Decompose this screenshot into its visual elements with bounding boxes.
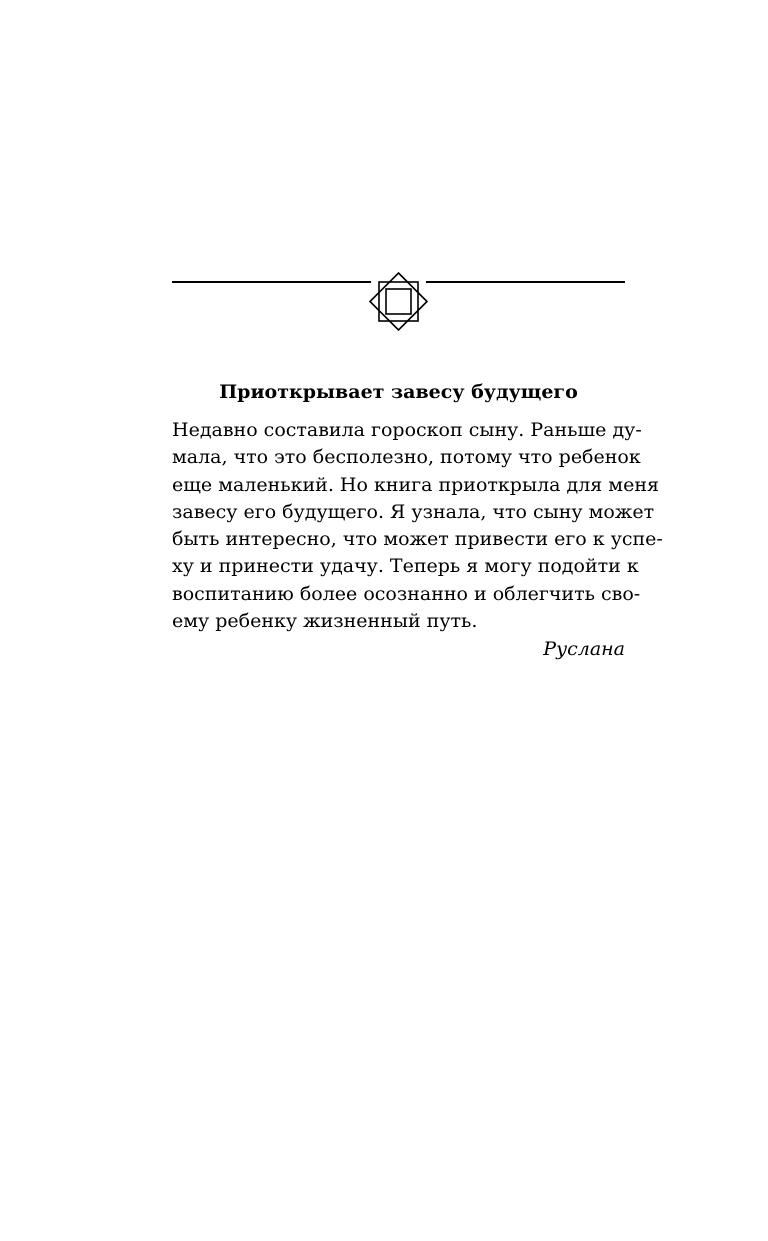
body-line: Недавно составила гороскоп сыну. Раньше ду- — [172, 419, 642, 441]
body-line: еще маленький. Но книга приоткрыла для меня — [172, 473, 659, 496]
diamond-square-ornament-icon — [370, 273, 427, 330]
ornament-divider — [172, 270, 625, 334]
author-signature: Руслана — [543, 638, 625, 660]
body-line: завесу его будущего. Я узнала, что сыну может — [172, 500, 655, 523]
body-line: ему ребенку жизненный путь. — [172, 610, 478, 633]
body-line: быть интересно, что может привести его к успе- — [172, 528, 663, 551]
article-title: Приоткрывает завесу будущего — [219, 381, 578, 403]
article-body — [172, 417, 663, 635]
body-line: ху и принести удачу. Теперь я могу подойти к — [172, 555, 639, 578]
body-line: воспитанию более осознанно и облегчить сво- — [172, 582, 641, 605]
body-line: мала, что это бесполезно, потому что ребенок — [172, 446, 641, 469]
